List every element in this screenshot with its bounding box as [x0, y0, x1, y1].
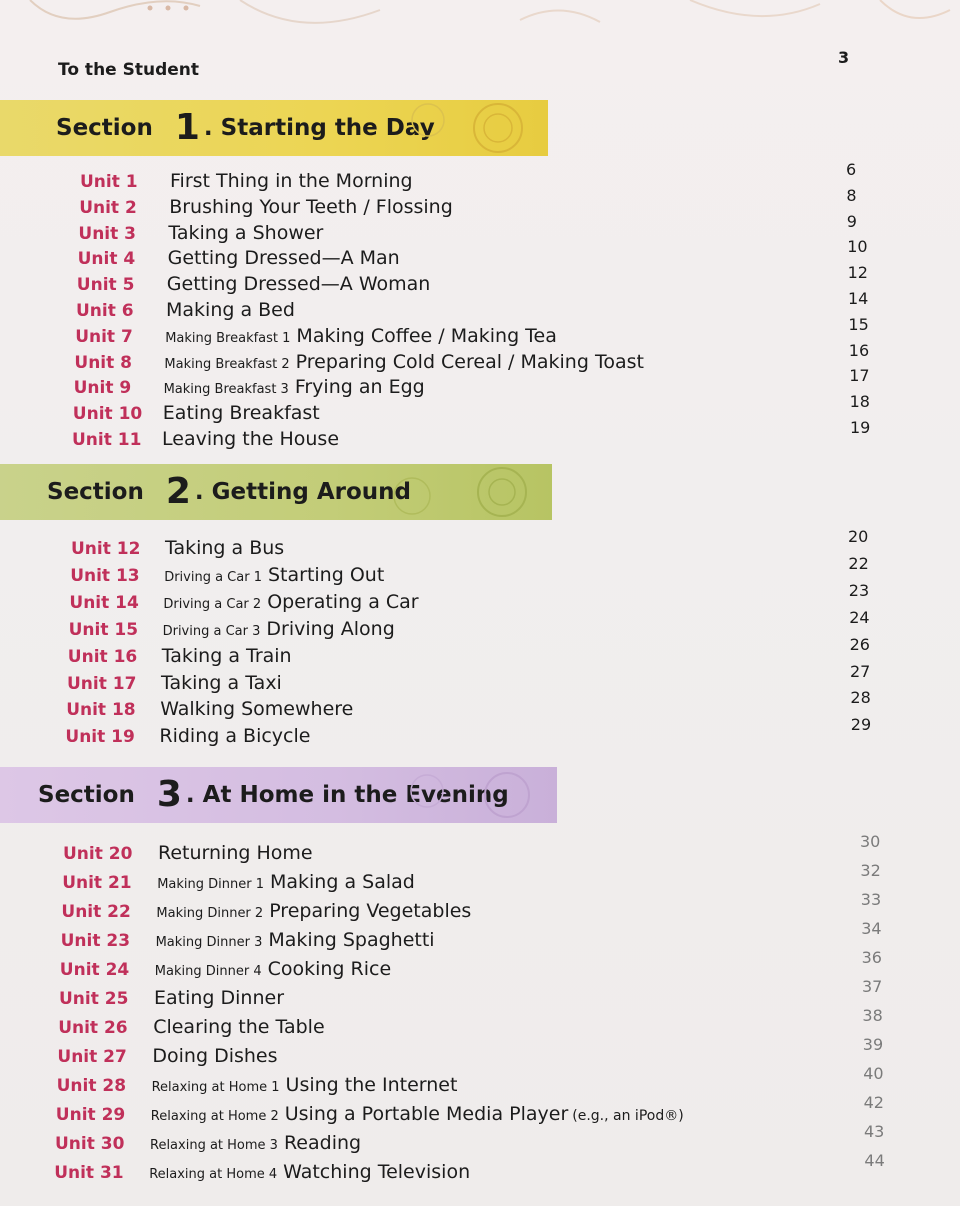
unit-title: Eating Breakfast	[162, 402, 320, 424]
unit-label: Unit 3	[78, 224, 136, 244]
list-item[interactable]	[56, 1103, 684, 1125]
page-number: 22	[848, 554, 869, 573]
unit-label: Unit 15	[68, 620, 139, 640]
section-3-number: 3	[156, 774, 182, 815]
unit-label: Unit 9	[73, 378, 132, 398]
unit-label: Unit 18	[66, 700, 136, 720]
unit-title: Leaving the House	[162, 428, 340, 450]
page-number: 36	[861, 948, 882, 967]
page-number: 19	[850, 418, 871, 437]
unit-label: Unit 13	[70, 566, 140, 586]
page-number: 23	[848, 581, 870, 600]
page-number: 33	[860, 890, 882, 909]
unit-title: Driving Along	[266, 618, 395, 640]
intro-page-number: 3	[838, 48, 850, 67]
list-item[interactable]	[66, 698, 353, 720]
page-number: 26	[849, 635, 870, 654]
list-item[interactable]	[73, 402, 320, 424]
unit-label: Unit 10	[72, 404, 143, 424]
unit-label: Unit 22	[61, 902, 131, 922]
unit-subtitle: Driving a Car 3	[162, 624, 261, 639]
list-item[interactable]	[79, 196, 453, 218]
unit-subtitle: Making Dinner 3	[155, 935, 263, 950]
unit-title: Taking a Taxi	[161, 672, 282, 694]
unit-title: Preparing Vegetables	[269, 900, 472, 922]
section-2-word: Section	[47, 479, 144, 505]
page-number: 18	[849, 392, 870, 411]
unit-title: Brushing Your Teeth / Flossing	[169, 196, 453, 218]
list-item[interactable]	[57, 1045, 277, 1067]
page-number: 14	[848, 289, 869, 308]
unit-title: Making Coffee / Making Tea	[296, 325, 557, 347]
unit-label: Unit 17	[67, 674, 137, 694]
decorative-border	[0, 0, 960, 40]
list-item[interactable]	[54, 1161, 470, 1183]
list-item[interactable]	[59, 987, 284, 1009]
list-item[interactable]	[69, 618, 395, 640]
unit-title: Watching Television	[283, 1161, 471, 1183]
unit-subtitle: Relaxing at Home 2	[150, 1109, 279, 1124]
unit-label: Unit 12	[71, 539, 141, 559]
page-number: 10	[847, 237, 868, 256]
list-item[interactable]	[68, 645, 292, 667]
unit-label: Unit 16	[67, 647, 138, 667]
list-item[interactable]	[80, 170, 413, 192]
intro-label[interactable]: To the Student	[58, 60, 200, 80]
list-item[interactable]	[76, 299, 295, 321]
unit-label: Unit 14	[69, 593, 139, 613]
unit-label: Unit 23	[60, 931, 131, 951]
section-1-word: Section	[56, 115, 153, 141]
section-3-title: . At Home in the Evening	[185, 782, 509, 808]
page-number: 43	[864, 1122, 885, 1141]
list-item[interactable]	[78, 222, 323, 244]
page-number: 16	[848, 341, 870, 360]
unit-subtitle: Making Breakfast 1	[165, 331, 291, 346]
section-3-word: Section	[38, 782, 135, 808]
list-item[interactable]	[61, 900, 471, 922]
unit-title: Making a Salad	[269, 871, 415, 893]
unit-title: Clearing the Table	[153, 1016, 325, 1038]
unit-label: Unit 19	[65, 727, 135, 747]
unit-title: Taking a Shower	[168, 222, 324, 244]
page-number: 9	[846, 212, 857, 231]
unit-label: Unit 29	[55, 1105, 126, 1125]
section-1-title: . Starting the Day	[203, 115, 435, 141]
page-number: 30	[860, 832, 881, 851]
unit-title: Making a Bed	[166, 299, 295, 321]
unit-title: Getting Dressed—A Woman	[166, 273, 431, 295]
unit-title: Returning Home	[158, 842, 313, 864]
list-item[interactable]	[77, 273, 431, 295]
section-2-title: . Getting Around	[194, 479, 412, 505]
section-1-banner	[0, 100, 548, 156]
unit-subtitle: Driving a Car 2	[163, 597, 262, 612]
unit-title: Getting Dressed—A Man	[167, 247, 400, 269]
page-number: 28	[850, 688, 871, 707]
unit-title: Reading	[283, 1132, 362, 1154]
list-item[interactable]	[65, 725, 310, 747]
paisley-pattern-icon	[388, 100, 548, 156]
list-item[interactable]	[60, 958, 391, 980]
unit-note: (e.g., an iPod®)	[572, 1108, 684, 1124]
unit-subtitle: Making Breakfast 2	[164, 357, 290, 372]
list-item[interactable]	[57, 1074, 458, 1096]
unit-title: Preparing Cold Cereal / Making Toast	[295, 351, 644, 373]
list-item[interactable]	[69, 591, 418, 613]
unit-title: Starting Out	[267, 564, 385, 586]
unit-title: Riding a Bicycle	[159, 725, 311, 747]
section-3-banner	[0, 767, 557, 823]
unit-title: Frying an Egg	[294, 376, 425, 398]
unit-label: Unit 25	[59, 989, 129, 1009]
unit-label: Unit 30	[55, 1134, 125, 1154]
page-number: 8	[846, 186, 857, 205]
list-item[interactable]	[74, 376, 425, 398]
unit-title: First Thing in the Morning	[170, 170, 413, 192]
list-item[interactable]	[75, 325, 557, 347]
list-item[interactable]	[70, 564, 384, 586]
list-item[interactable]	[72, 428, 339, 450]
page-number: 32	[860, 861, 881, 880]
unit-label: Unit 6	[76, 301, 134, 321]
page-number: 15	[848, 315, 869, 334]
list-item[interactable]	[61, 929, 435, 951]
unit-label: Unit 31	[54, 1163, 124, 1183]
page-number: 44	[864, 1151, 885, 1170]
page-number: 27	[850, 662, 871, 681]
unit-label: Unit 2	[79, 198, 137, 218]
unit-subtitle: Relaxing at Home 3	[150, 1138, 278, 1153]
unit-label: Unit 28	[56, 1076, 127, 1096]
list-item[interactable]	[55, 1132, 361, 1154]
unit-label: Unit 21	[62, 873, 132, 893]
section-2-number: 2	[165, 471, 191, 512]
unit-title: Doing Dishes	[152, 1045, 278, 1067]
unit-subtitle: Driving a Car 1	[164, 570, 262, 585]
unit-subtitle: Making Dinner 1	[157, 877, 264, 892]
section-1-number: 1	[174, 107, 200, 148]
unit-title: Making Spaghetti	[268, 929, 435, 951]
unit-label: Unit 7	[75, 327, 133, 347]
page-number: 34	[861, 919, 882, 938]
page-number: 17	[849, 366, 870, 385]
unit-label: Unit 8	[74, 353, 132, 373]
list-item[interactable]	[67, 672, 282, 694]
unit-title: Operating a Car	[267, 591, 419, 613]
unit-title: Taking a Bus	[165, 537, 285, 559]
page-number: 24	[849, 608, 870, 627]
page-number: 12	[847, 263, 868, 282]
page-number: 38	[862, 1006, 883, 1025]
unit-title: Cooking Rice	[267, 958, 392, 980]
unit-subtitle: Relaxing at Home 1	[151, 1080, 280, 1095]
page-number: 29	[850, 715, 872, 734]
section-2-banner	[0, 464, 552, 520]
list-item[interactable]	[71, 537, 284, 559]
unit-subtitle: Relaxing at Home 4	[149, 1167, 278, 1182]
page-number: 20	[848, 527, 869, 546]
page-number: 42	[863, 1093, 884, 1112]
unit-label: Unit 11	[72, 430, 142, 450]
page-number: 39	[862, 1035, 884, 1054]
unit-label: Unit 20	[63, 844, 133, 864]
unit-title: Walking Somewhere	[160, 698, 354, 720]
page-number: 37	[862, 977, 883, 996]
unit-subtitle: Making Breakfast 3	[163, 382, 289, 397]
unit-subtitle: Making Dinner 2	[156, 906, 264, 921]
unit-label: Unit 5	[76, 275, 135, 295]
unit-title: Eating Dinner	[154, 987, 285, 1009]
unit-label: Unit 24	[59, 960, 130, 980]
unit-label: Unit 4	[77, 249, 136, 269]
unit-title: Using a Portable Media Player	[284, 1103, 569, 1125]
list-item[interactable]	[62, 871, 415, 893]
page-number: 6	[846, 160, 857, 179]
unit-subtitle: Making Dinner 4	[154, 964, 262, 979]
list-item[interactable]	[78, 247, 400, 269]
unit-label: Unit 27	[57, 1047, 127, 1067]
unit-label: Unit 26	[58, 1018, 128, 1038]
list-item[interactable]	[63, 842, 313, 864]
unit-title: Using the Internet	[285, 1074, 458, 1096]
unit-title: Taking a Train	[161, 645, 292, 667]
list-item[interactable]	[58, 1016, 324, 1038]
paisley-pattern-icon	[377, 767, 557, 823]
unit-label: Unit 1	[80, 172, 138, 192]
list-item[interactable]	[74, 351, 644, 373]
page-number: 40	[863, 1064, 884, 1083]
paisley-pattern-icon	[372, 464, 552, 520]
